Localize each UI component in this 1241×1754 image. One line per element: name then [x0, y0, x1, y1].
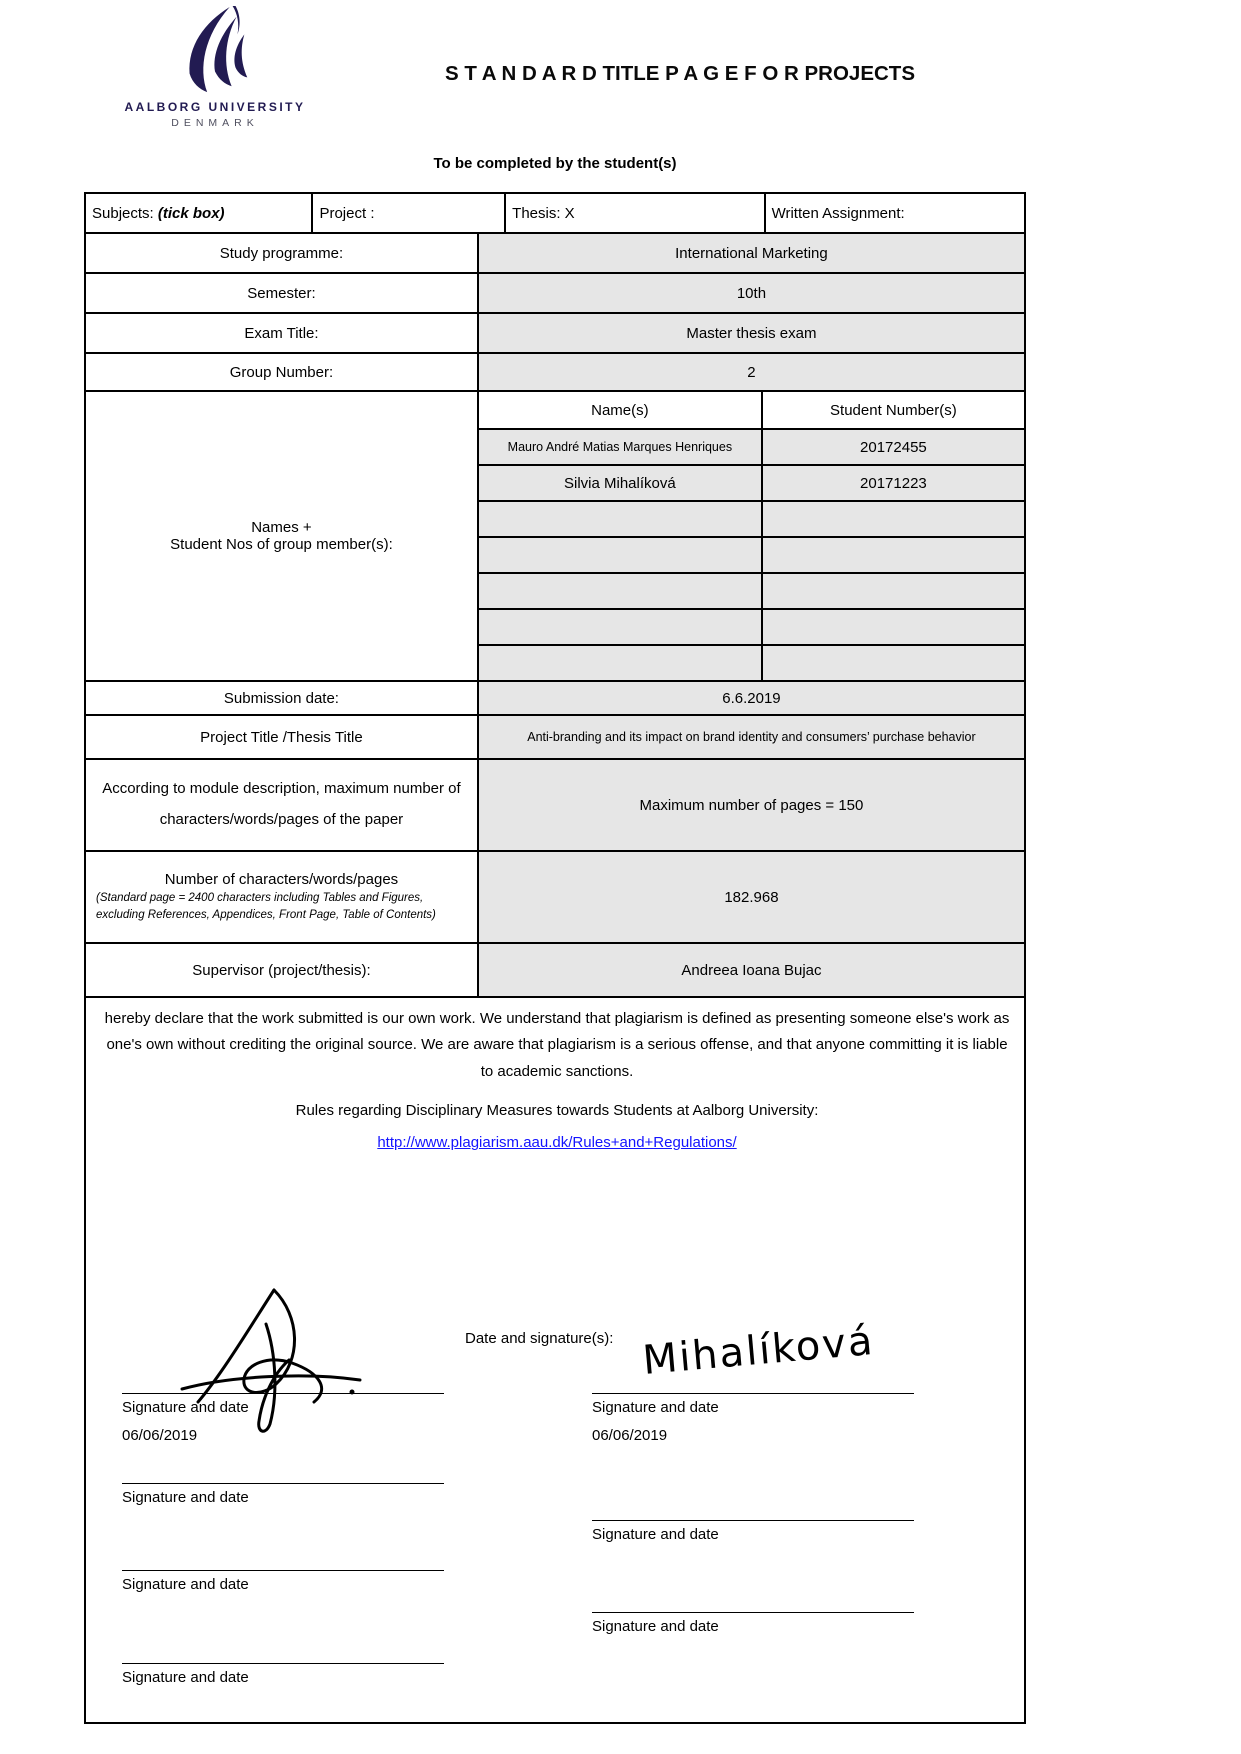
- signature-line: [122, 1663, 444, 1664]
- member-row: [479, 574, 1026, 610]
- signature-scribble: [174, 1282, 374, 1442]
- char-count-value: 182.968: [479, 852, 1026, 944]
- title-page-table: [84, 192, 1026, 998]
- semester-label: Semester:: [86, 274, 479, 314]
- member-name: [479, 646, 763, 682]
- signature-block-left-4: [122, 1663, 444, 1686]
- table-row-max-pages: [86, 760, 1026, 852]
- names-label-line1: Names +: [251, 519, 312, 536]
- logo-university-text: AALBORG UNIVERSITY: [124, 100, 306, 114]
- group-number-value: 2: [479, 354, 1026, 392]
- member-row: [479, 466, 1026, 502]
- signature-caption: Signature and date: [122, 1669, 249, 1686]
- table-row-group-number: [86, 354, 1026, 392]
- names-header-name: Name(s): [479, 392, 763, 430]
- signature-caption: Signature and date: [592, 1399, 719, 1416]
- names-header-row: [479, 392, 1026, 430]
- member-name: [479, 538, 763, 574]
- member-number: [763, 502, 1026, 538]
- member-number: [763, 646, 1026, 682]
- group-number-label: Group Number:: [86, 354, 479, 392]
- semester-value: 10th: [479, 274, 1026, 314]
- member-number: [763, 610, 1026, 646]
- member-name: [479, 574, 763, 610]
- signature-block-right-1: [592, 1393, 914, 1444]
- member-name: Silvia Mihalíková: [479, 466, 763, 502]
- member-number: 20172455: [763, 430, 1026, 466]
- signature-line: [122, 1483, 444, 1484]
- study-programme-value: International Marketing: [479, 234, 1026, 274]
- exam-title-value: Master thesis exam: [479, 314, 1026, 354]
- names-header-number: Student Number(s): [763, 392, 1026, 430]
- written-assignment-cell: Written Assignment:: [766, 194, 1026, 234]
- signature-block-left-3: [122, 1570, 444, 1593]
- project-cell: Project :: [313, 194, 506, 234]
- supervisor-label: Supervisor (project/thesis):: [86, 944, 479, 998]
- member-row: [479, 646, 1026, 682]
- member-row: [479, 610, 1026, 646]
- signature-date: 06/06/2019: [592, 1427, 668, 1444]
- study-programme-label: Study programme:: [86, 234, 479, 274]
- table-row-char-count: [86, 852, 1026, 944]
- signature-date: 06/06/2019: [122, 1427, 198, 1444]
- member-name: [479, 610, 763, 646]
- names-block-label: [86, 392, 479, 682]
- table-row-exam-title: [86, 314, 1026, 354]
- char-count-label: [86, 852, 479, 944]
- names-label-line2: Student Nos of group member(s):: [170, 536, 393, 553]
- names-block-grid: [479, 392, 1026, 682]
- member-name: Mauro André Matias Marques Henriques: [479, 430, 763, 466]
- project-title-value: Anti-branding and its impact on brand identity and consumers’ purchase behavior: [479, 716, 1026, 760]
- max-pages-label: According to module description, maximum number of characters/words/pages of the paper: [86, 760, 479, 852]
- svg-text:Mihalíková: Mihalíková: [640, 1317, 877, 1384]
- aau-logo-icon: [178, 6, 252, 96]
- table-row-semester: [86, 274, 1026, 314]
- member-row: [479, 538, 1026, 574]
- subjects-prefix: Subjects:: [92, 204, 154, 222]
- member-number: [763, 538, 1026, 574]
- member-row: [479, 502, 1026, 538]
- signature-block-right-3: [592, 1612, 914, 1635]
- max-pages-value: Maximum number of pages = 150: [479, 760, 1026, 852]
- signature-block-right-2: [592, 1520, 914, 1543]
- signature-caption: Signature and date: [122, 1576, 249, 1593]
- signature-line: [592, 1612, 914, 1613]
- rules-label: Rules regarding Disciplinary Measures towards Students at Aalborg University:: [295, 1102, 819, 1119]
- table-row-study-programme: [86, 234, 1026, 274]
- rules-link-wrap: [104, 1134, 1010, 1151]
- silvia-signature: [634, 1312, 934, 1396]
- char-count-label-note: (Standard page = 2400 characters including Tables and Figures, excluding References, Appendices, Front Page, Table of Contents): [96, 891, 436, 921]
- member-number: 20171223: [763, 466, 1026, 502]
- signature-line: [592, 1520, 914, 1521]
- char-count-label-main: Number of characters/words/pages: [164, 870, 399, 888]
- table-row-project-title: [86, 716, 1026, 760]
- supervisor-value: Andreea Ioana Bujac: [479, 944, 1026, 998]
- subjects-cell: [86, 194, 313, 234]
- member-number: [763, 574, 1026, 610]
- rules-link[interactable]: http://www.plagiarism.aau.dk/Rules+and+Regulations/: [377, 1134, 737, 1151]
- thesis-cell: Thesis: X: [506, 194, 765, 234]
- table-row-submission-date: [86, 682, 1026, 716]
- signature-caption: Signature and date: [122, 1489, 249, 1506]
- member-row: [479, 430, 1026, 466]
- signature-block-left-2: [122, 1483, 444, 1506]
- table-row-names-block: [86, 392, 1026, 682]
- aau-logo: [112, 6, 318, 129]
- table-row-supervisor: [86, 944, 1026, 998]
- declaration-text: hereby declare that the work submitted is our own work. We understand that plagiarism is defined as presenting someone else's work as one's own without crediting the original source. We are aware that plagiarism is a serious offense, and that anyone committing it is liable to academic sanctions.: [104, 1010, 1010, 1080]
- logo-country-text: DENMARK: [171, 117, 259, 129]
- signature-caption: Signature and date: [122, 1399, 249, 1416]
- project-title-label: Project Title /Thesis Title: [86, 716, 479, 760]
- signature-line: [122, 1570, 444, 1571]
- table-row-subjects: [86, 194, 1026, 234]
- signature-caption: Signature and date: [592, 1618, 719, 1635]
- intro-instruction: To be completed by the student(s): [433, 155, 677, 172]
- date-signatures-label: Date and signature(s):: [465, 1330, 614, 1347]
- exam-title-label: Exam Title:: [86, 314, 479, 354]
- signature-caption: Signature and date: [592, 1526, 719, 1543]
- page-title: S T A N D A R D TITLE P A G E F O R PROJECTS: [444, 62, 916, 85]
- submission-date-value: 6.6.2019: [479, 682, 1026, 716]
- declaration-box: [84, 994, 1026, 1724]
- tick-box-hint: (tick box): [157, 204, 225, 222]
- submission-date-label: Submission date:: [86, 682, 479, 716]
- member-name: [479, 502, 763, 538]
